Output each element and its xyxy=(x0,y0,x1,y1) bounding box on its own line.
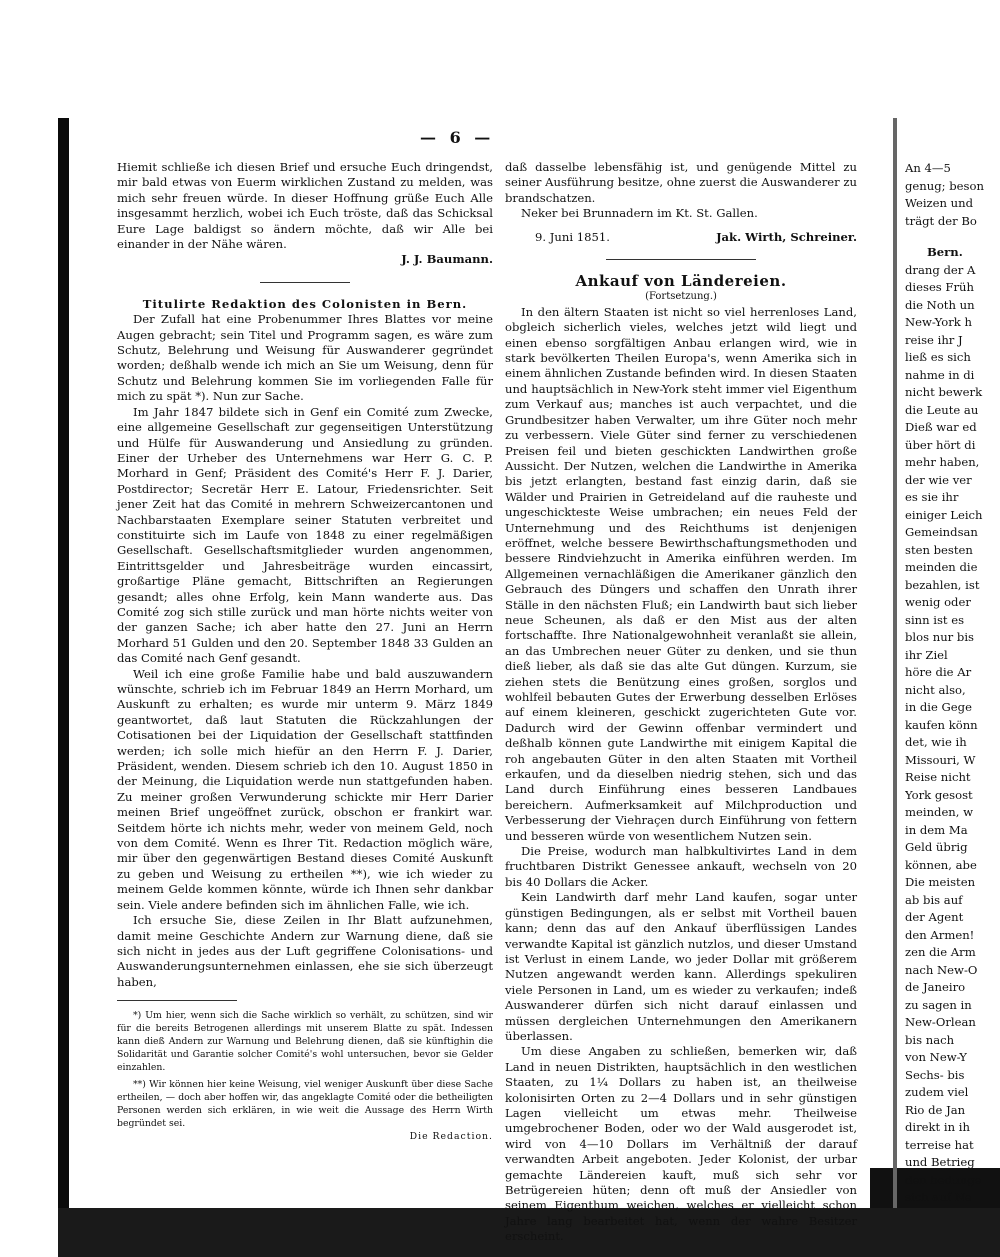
right-fragment-line: New-Orlean xyxy=(905,1015,976,1029)
right-page-fragment xyxy=(905,160,1000,1207)
right-fragment-line: der wie ver xyxy=(905,472,972,487)
right-fragment-line: sten besten xyxy=(905,542,973,557)
right-fragment-line: York gesost xyxy=(905,787,973,802)
right-fragment-line: New-York h xyxy=(905,315,972,329)
paragraph: Ich ersuche Sie, diese Zeilen in Ihr Blatt aufzunehmen, damit meine Geschichte Andern zur Warnung diene, daß sie sich nicht in jedes aus der Luft gegriffene Colonisations- und Auswanderungsunternehmen einlassen, ehe sie sich überzeugt haben, xyxy=(117,913,493,989)
right-fragment-line: ab bis auf xyxy=(905,892,963,907)
right-fragment-line: det, wie ih xyxy=(905,735,967,749)
letter-closing-paragraph: Hiemit schließe ich diesen Brief und ersuche Euch dringendst, mir bald etwas von Euerm wirklichen Zustand zu melden, was mich sehr freuen würde. In dieser Hoffnung grüße Euch Alle insgesammt herzlich, wobei ich Euch tröste, daß das Schicksal Eure Lage baldigst so ändern möchte, daß wir Alle bei einander in der Nähe wären. xyxy=(117,160,493,252)
right-fragment-line: zudem viel xyxy=(905,1085,969,1099)
right-fragment-line: mehr haben, xyxy=(905,455,980,469)
right-fragment-line: Geld übrig xyxy=(905,840,968,854)
right-fragment-line: nach New-O xyxy=(905,962,978,977)
right-fragment-line: die Leute au xyxy=(905,402,979,417)
right-fragment-line: terreise hat xyxy=(905,1137,974,1152)
right-fragment-line: Die meisten xyxy=(905,875,976,889)
right-fragment-line: Sechs- bis xyxy=(905,1067,965,1082)
right-fragment-line: kaufen könn xyxy=(905,717,978,732)
date-signature-row xyxy=(505,230,857,245)
right-fragment-line: es sie ihr xyxy=(905,490,959,504)
right-fragment-line: der Agent xyxy=(905,910,964,924)
right-fragment-line: nicht also, xyxy=(905,682,966,697)
right-fragment-line: können, abe xyxy=(905,857,977,872)
right-fragment-line: ihr Ziel xyxy=(905,647,948,662)
right-fragment-line: An 4—5 xyxy=(905,161,951,175)
paragraph: Weil ich eine große Familie habe und bald auszuwandern wünschte, schrieb ich im Februar 1849 an Herrn Morhard, um Auskunft zu erhalten; es wurde mir unterm 9. März 1849 geantwortet, daß laut Statuten die Rückzahlungen der Cotisationen bei der Liquidation der Gesellschaft stattfinden werden; ich solle mich hiefür an den Herrn F. J. Darier, Präsident, wenden. Diesem schrieb ich den 10. August 1850 in der Meinung, die Liquidation werde nun stattgefunden haben. Zu meiner großen Verwunderung schickte mir Herr Darier meinen Brief ungeöffnet zurück, obschon er frankirt war. Seitdem hörte ich nichts mehr, weder von meinem Geld, noch von dem Comité. Wenn es Ihrer Tit. Redaction möglich wäre, mir über den gegenwärtigen Bestand dieses Comité Auskunft zu geben und Weisung zu ertheilen **), wie ich wieder zu meinem Gelde kommen könnte, würde ich Ihnen sehr dankbar sein. Viele andere befinden sich im ähnlichen Falle, wie ich. xyxy=(117,666,493,912)
right-fragment-line: direkt in ih xyxy=(905,1120,970,1134)
signature-wirth: Jak. Wirth, Schreiner. xyxy=(716,229,857,244)
signature-baumann: J. J. Baumann. xyxy=(401,252,493,267)
right-fragment-line: in die Gege xyxy=(905,700,972,714)
footnote-signature: Die Redaction. xyxy=(409,1131,493,1143)
right-fragment-line: reise ihr J xyxy=(905,332,963,347)
footnote: **) Wir können hier keine Weisung, viel weniger Auskunft über diese Sache ertheilen, — doch aber hoffen wir, das angeklagte Comité oder die betheiligten Personen werden sich erklären, in wie weit die Aussage des Herrn Wirth begründet sei. xyxy=(117,1079,493,1130)
letter-place: Neker bei Brunnadern im Kt. St. Gallen. xyxy=(521,206,758,221)
right-fragment-line: de Janeiro xyxy=(905,980,966,994)
paragraph: Kein Landwirth darf mehr Land kaufen, sogar unter günstigen Bedingungen, als er selbst mit Vortheil bauen kann; denn das auf den Ankauf überflüssigen Landes verwandte Kapital ist gänzlich nutzlos, und dieser Umstand ist Verlust in einem Lande, wo jeder Dollar mit größerem Nutzen angewandt werden kann. Allerdings spekuliren viele Personen in Land, um es wieder zu verkaufen; indeß Auswanderer dürfen sich nicht darauf einlassen und müssen dergleichen Unternehmungen den Amerikanern überlassen. xyxy=(505,890,857,1043)
right-fragment-line: über hört di xyxy=(905,437,976,452)
left-column xyxy=(117,160,493,1143)
right-fragment-line: von New-Y xyxy=(905,1050,967,1064)
paragraph: In den ältern Staaten ist nicht so viel herrenloses Land, obgleich sicherlich vieles, welches jetzt wild liegt und einen ebenso sorgfältigen Anbau erlangen wird, wie in stark bevölkerten Theilen Europa's, wenn Amerika sich in einem ähnlichen Zustande befinden wird. In diesen Staaten und hauptsächlich in New-York steht immer viel Eigenthum zum Verkauf aus; manches ist auch verpachtet, und die Grundbesitzer haben Verwalter, um ihre Güter noch mehr zu verbessern. Viele Güter sind ferner zu verschiedenen Preisen feil und bieten geschickten Landwirthen große Aussicht. Der Nutzen, welchen die Landwirthe in Amerika bis jetzt erlangten, bestand fast einzig darin, daß sie Wälder und Prairien in Getreideland auf die rauheste und ungeschickteste Weise umbrachen; ein neues Feld der Unternehmung und des Reichthums ist denjenigen eröffnet, welche bessere Bewirthschaftungsmethoden und bessere Rindviehzucht in Amerika einführen werden. Im Allgemeinen vernachläßigen die Amerikaner gänzlich den Gebrauch des Düngers und schaffen den Unrath ihrer Ställe in den nächsten Fluß; ein Landwirth baut sich lieber neue Scheunen, als daß er den Mist aus der alten fortschaffte. Ihre Nationalgewohnheit veranlaßt sie allein, an das Umbrechen neuer Güter zu denken, und sie thun dieß lieber, als daß sie das alte Gut düngen. Kurzum, sie ziehen stets die Benützung eines großen, sorglos und wohlfeil bebauten Gutes der Erwerbung desselben Erlöses auf einem kleineren, geschickt zugerichteten Gute vor. Dadurch wird der Gewinn offenbar vermindert und deßhalb können gute Landwirthe mit einigem Kapital die roh angebauten Güter in den alten Staaten mit Vortheil erkaufen, und da dieselben niedrig stehen, sich und das Land durch Einführung eines besseren Landbaues bereichern. Aufmerksamkeit auf Milchproduction und Verbesserung der Viehraçen durch Einführung von fettern und besseren würde von wesentlichem Nutzen sein. xyxy=(505,304,857,843)
right-fragment-line: den bedunge xyxy=(905,1172,982,1187)
footnote-divider xyxy=(117,1000,237,1001)
article-subheading: (Fortsetzung.) xyxy=(645,291,717,303)
right-fragment-line: dieses Früh xyxy=(905,280,974,294)
right-fragment-line: meinden, w xyxy=(905,805,974,819)
paragraph: Um diese Angaben zu schließen, bemerken wir, daß Land in neuen Distrikten, hauptsächlich in den westlichen Staaten, zu 1¼ Dollars zu haben ist, an theilweise kolonisirten Orten zu 2—4 Dollars und in sehr günstigen Lagen vielleicht um etwas mehr. Theilweise umgebrochener Boden, oder wo der Wald ausgerodet ist, wird von 4—10 Dollars im Verhältniß der darauf verwandten Arbeit angeboten. Jeder Kolonist, der urbar gemachte Ländereien kauft, muß sich sehr vor Betrügereien hüten; denn oft muß der Ansiedler von seinem Eigenthum weichen, welches er vielleicht schon Jahre lang bearbeitet hat, wenn der wahre Besitzer erscheint. xyxy=(505,1044,857,1244)
right-fragment-line: zu sagen in xyxy=(905,997,972,1012)
right-fragment-line: nahme in di xyxy=(905,367,975,382)
right-fragment-line: drang der A xyxy=(905,262,976,277)
footnote: *) Um hier, wenn sich die Sache wirklich so verhält, zu schützen, sind wir für die bereits Betrogenen allerdings mit unserem Blatte zu spät. Indessen kann dieß Andern zur Warnung und Belehrung dienen, daß sie künftighin die Solidarität und Garantie solcher Comité's wohl untersuchen, bevor sie Gelder einzahlen. xyxy=(117,1010,493,1074)
article-heading-redaktion: Titulirte Redaktion des Colonisten in Bern. xyxy=(142,296,468,311)
scan-left-edge xyxy=(0,0,58,1257)
right-fragment-line: in dem Ma xyxy=(905,822,968,837)
right-fragment-line: sinn ist es xyxy=(905,612,965,627)
right-fragment-line: Bern. xyxy=(927,245,963,259)
article-heading-ankauf: Ankauf von Ländereien. xyxy=(575,272,787,291)
divider xyxy=(606,259,756,260)
right-fragment-line: wenig oder xyxy=(905,595,971,609)
right-fragment-line: bezahlen, ist xyxy=(905,577,980,592)
right-fragment-line: bis nach xyxy=(905,1032,955,1047)
scan-spine-bar xyxy=(58,118,69,1208)
right-fragment-line: zen die Arm xyxy=(905,945,976,959)
right-fragment-line: Missouri, W xyxy=(905,752,976,767)
right-fragment-line: die Noth un xyxy=(905,297,975,312)
page-number: — 6 — xyxy=(420,128,495,147)
right-fragment-line: sich auf Ne xyxy=(905,1190,972,1204)
middle-column xyxy=(505,160,857,1245)
right-fragment-line: höre die Ar xyxy=(905,665,972,679)
right-fragment-line: trägt der Bo xyxy=(905,213,977,228)
right-fragment-line: Weizen und xyxy=(905,196,974,210)
paragraph: Im Jahr 1847 bildete sich in Genf ein Comité zum Zwecke, eine allgemeine Gesellschaft zur gegenseitigen Unterstützung und Hülfe für Auswanderung und Ansiedlung zu gründen. Einer der Urheber des Unternehmens war Herr G. C. P. Morhard in Genf; Präsident des Comité's Herr F. J. Darier, Postdirector; Secretär Herr E. Latour, Friedensrichter. Seit jener Zeit hat das Comité in mehrern Schweizercantonen und Nachbarstaaten Exemplare seiner Statuten verbreitet und constituirte sich im Laufe von 1848 zu einer regelmäßigen Gesellschaft. Gesellschaftsmitglieder wurden angenommen, Eintrittsgelder und Jahresbeiträge wurden eincassirt, großartige Pläne gemacht, Bittschriften an Regierungen gesandt; alles ohne Erfolg, kein Mann wanderte aus. Das Comité zog sich stille zurück und man hörte nichts weiter von der ganzen Sache; ich aber hatte den 27. Juni an Herrn Morhard 51 Gulden und den 20. September 1848 33 Gulden an das Comité nach Genf gesandt. xyxy=(117,404,493,666)
right-fragment-line: Reise nicht xyxy=(905,770,971,784)
divider xyxy=(260,282,350,283)
right-fragment-line: nicht bewerk xyxy=(905,385,983,399)
letter-date: 9. Juni 1851. xyxy=(535,229,610,244)
right-fragment-line: Dieß war ed xyxy=(905,420,977,434)
right-fragment-line: Gemeindsan xyxy=(905,525,978,539)
paragraph: Die Preise, wodurch man halbkultivirtes Land in dem fruchtbaren Distrikt Genessee ankauft, wechseln von 20 bis 40 Dollars die Acker. xyxy=(505,844,857,889)
right-fragment-line: und Betrieg xyxy=(905,1155,975,1169)
right-fragment-line: Rio de Jan xyxy=(905,1102,966,1117)
right-fragment-line: einiger Leich xyxy=(905,507,983,522)
letter-continuation: daß dasselbe lebensfähig ist, und genügende Mittel zu seiner Ausführung besitze, ohne zuerst die Auswanderer zu brandschatzen. xyxy=(505,160,857,205)
right-fragment-line: ließ es sich xyxy=(905,350,971,364)
right-fragment-line: meinden die xyxy=(905,560,978,574)
scan-right-gutter xyxy=(893,118,897,1208)
right-fragment-line: blos nur bis xyxy=(905,630,974,644)
right-fragment-line: den Armen! xyxy=(905,927,975,942)
paragraph: Der Zufall hat eine Probenummer Ihres Blattes vor meine Augen gebracht; sein Titel und Programm sagen, es wäre zum Schutz, Belehrung und Weisung für Auswanderer gegründet worden; deßhalb wende ich mich an Sie um Weisung, denn für Schutz und Belehrung kommen Sie im vorliegenden Falle für mich zu spät *). Nun zur Sache. xyxy=(117,312,493,404)
right-fragment-line: genug; beson xyxy=(905,178,984,193)
